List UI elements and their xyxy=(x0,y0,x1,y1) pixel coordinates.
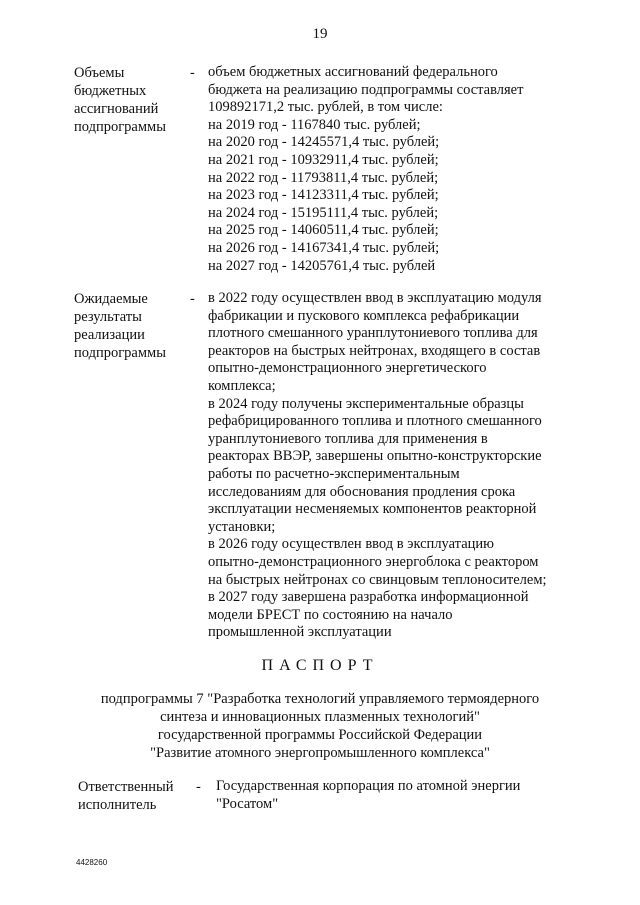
executor-dash: - xyxy=(196,779,201,795)
passport-subtitle xyxy=(0,690,640,762)
results-line: в 2024 году получены экспериментальные образцы xyxy=(208,395,524,412)
budget-line: объем бюджетных ассигнований федерального xyxy=(208,64,498,80)
results-line: плотного смешанного уранплутониевого топлива для xyxy=(208,325,538,342)
results-line: фабрикации и пускового комплекса рефабрикации xyxy=(208,307,520,324)
passport-title: ПАСПОРТ xyxy=(261,657,379,674)
passport-subtitle-line: подпрограммы 7 "Разработка технологий управляемого термоядерного xyxy=(100,691,540,707)
results-line: промышленной эксплуатации xyxy=(208,624,392,641)
page-number: 19 xyxy=(312,26,328,42)
results-line: в 2026 году осуществлен ввод в эксплуатацию xyxy=(208,536,494,553)
results-line: опытно-демонстрационного энергетического xyxy=(208,360,487,377)
budget-line: 109892171,2 тыс. рублей, в том числе: xyxy=(208,99,443,116)
passport-subtitle-line: государственной программы Российской Федерации xyxy=(157,727,483,743)
results-line: установки; xyxy=(208,518,276,535)
executor-term xyxy=(78,778,196,814)
budget-line: бюджета на реализацию подпрограммы составляет xyxy=(208,81,524,98)
budget-term-line: ассигнований xyxy=(74,101,159,117)
results-line: уранплутониевого топлива для применения в xyxy=(208,430,488,447)
results-line: рефабрицированного топлива и плотного смешанного xyxy=(208,413,542,430)
passport-subtitle-line: "Развитие атомного энергопромышленного комплекса" xyxy=(150,745,490,761)
results-line: исследованиям для обоснования продления срока xyxy=(208,483,516,500)
results-line: модели БРЕСТ по состоянию на начало xyxy=(208,606,453,623)
budget-term-line: бюджетных xyxy=(74,83,147,99)
budget-line: на 2023 год - 14123311,4 тыс. рублей; xyxy=(208,187,439,204)
budget-line: на 2025 год - 14060511,4 тыс. рублей; xyxy=(208,222,439,239)
results-line: реакторах ВВЭР, завершены опытно-конструкторские xyxy=(208,448,542,465)
results-term-line: реализации xyxy=(74,327,145,343)
results-term-line: результаты xyxy=(74,309,142,325)
results-line: опытно-демонстрационного энергоблока с реактором xyxy=(208,553,539,570)
results-line: реакторов на быстрых нейтронах, входящего в состав xyxy=(208,342,541,359)
budget-line: на 2027 год - 14205761,4 тыс. рублей xyxy=(208,257,436,274)
executor-line: Государственная корпорация по атомной энергии xyxy=(216,778,521,794)
results-dash: - xyxy=(190,291,195,307)
results-line: работы по расчетно-экспериментальным xyxy=(208,465,460,482)
budget-term-line: Объемы xyxy=(74,65,125,81)
results-term xyxy=(74,290,192,362)
results-description xyxy=(208,290,588,642)
results-line: комплекса; xyxy=(208,377,276,394)
budget-description xyxy=(208,64,588,275)
results-term-line: подпрограммы xyxy=(74,345,166,361)
budget-line: на 2021 год - 10932911,4 тыс. рублей; xyxy=(208,151,439,168)
executor-term-line: исполнитель xyxy=(78,797,157,813)
budget-line: на 2024 год - 15195111,4 тыс. рублей; xyxy=(208,204,439,221)
budget-line: на 2019 год - 1167840 тыс. рублей; xyxy=(208,116,421,133)
executor-line: "Росатом" xyxy=(216,795,279,812)
budget-term-line: подпрограммы xyxy=(74,119,166,135)
executor-term-line: Ответственный xyxy=(78,779,174,795)
budget-line: на 2022 год - 11793811,4 тыс. рублей; xyxy=(208,169,439,186)
results-term-line: Ожидаемые xyxy=(74,291,148,307)
passport-subtitle-line: синтеза и инновационных плазменных технологий" xyxy=(160,709,480,725)
document-code: 4428260 xyxy=(76,858,108,867)
results-line: на быстрых нейтронах со свинцовым теплоносителем; xyxy=(208,571,547,588)
budget-dash: - xyxy=(190,65,195,81)
executor-description xyxy=(216,778,596,813)
results-line: эксплуатации несменяемых компонентов реакторной xyxy=(208,501,537,518)
results-line: в 2027 году завершена разработка информационной xyxy=(208,589,529,606)
results-line: в 2022 году осуществлен ввод в эксплуатацию модуля xyxy=(208,290,542,306)
budget-line: на 2026 год - 14167341,4 тыс. рублей; xyxy=(208,239,440,256)
budget-line: на 2020 год - 14245571,4 тыс. рублей; xyxy=(208,134,440,151)
budget-term xyxy=(74,64,192,136)
